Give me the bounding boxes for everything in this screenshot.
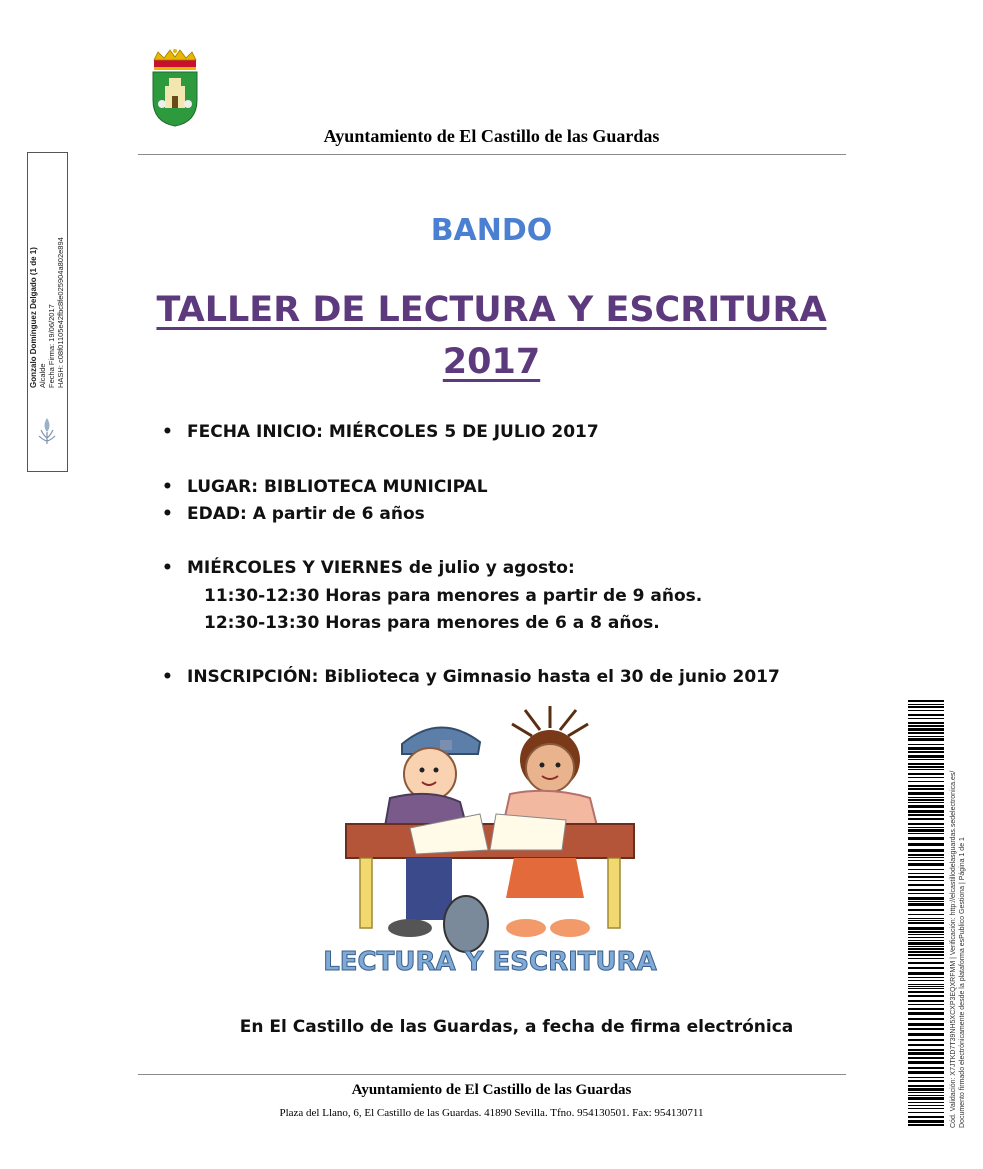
barcode-bar — [908, 954, 944, 956]
barcode-bar — [908, 897, 944, 900]
barcode-bar — [908, 901, 944, 902]
barcode-bar — [908, 1039, 944, 1041]
barcode-bar — [908, 827, 944, 828]
barcode-bar — [908, 1049, 944, 1051]
validation-info — [949, 698, 967, 1128]
list-item-inscripcion: • INSCRIPCIÓN: Biblioteca y Gimnasio hasta el 30 de junio 2017 — [162, 667, 780, 687]
barcode-bar — [908, 995, 944, 997]
barcode-bar — [908, 1080, 944, 1082]
barcode-bar — [908, 1071, 944, 1074]
barcode-bar — [908, 962, 944, 964]
barcode-bar — [908, 988, 944, 989]
list-item-lugar: • LUGAR: BIBLIOTECA MUNICIPAL — [162, 477, 488, 497]
list-item-dias: • MIÉRCOLES Y VIERNES de julio y agosto: — [162, 558, 575, 578]
barcode-bar — [908, 1067, 944, 1069]
signature-hash: HASH: c08f01105e42fbc8fe025904a802e894 — [56, 237, 65, 388]
header-title: Ayuntamiento de El Castillo de las Guardas — [323, 126, 660, 146]
barcode-bar — [908, 759, 944, 760]
barcode-bar — [908, 781, 944, 782]
barcode-bar — [908, 931, 944, 933]
barcode-bar — [908, 829, 944, 832]
barcode-bar — [908, 937, 944, 938]
barcode-bar — [908, 732, 944, 734]
barcode-bar — [908, 1085, 944, 1087]
barcode-bar — [908, 799, 944, 801]
barcode-bar — [908, 818, 944, 820]
barcode-bar — [908, 1008, 944, 1010]
main-title-line-1: TALLER DE LECTURA Y ESCRITURA — [156, 290, 827, 330]
barcode-bar — [908, 704, 944, 705]
barcode-bar — [908, 927, 944, 930]
barcode-bar — [908, 837, 944, 840]
barcode-bar — [908, 876, 944, 878]
barcode-bar — [908, 1116, 944, 1118]
schedule-line-1: 11:30-12:30 Horas para menores a partir de 9 años. — [204, 586, 703, 606]
barcode-bar — [908, 1057, 944, 1059]
barcode-bar — [908, 1102, 944, 1103]
barcode-bar — [908, 903, 944, 906]
barcode-bar — [908, 706, 944, 708]
barcode-bar — [908, 1112, 944, 1113]
list-item-edad: • EDAD: A partir de 6 años — [162, 504, 425, 524]
barcode-bar — [908, 728, 944, 731]
barcode-bar — [908, 1012, 944, 1015]
barcode-bar — [908, 889, 944, 891]
barcode-bar — [908, 814, 944, 816]
barcode-bar — [908, 763, 944, 765]
validation-platform: Documento firmado electrónicamente desde la plataforma esPublico Gestiona | Página 1 de 1 — [959, 837, 966, 1128]
children-reading-illustration — [323, 702, 657, 982]
barcode-bar — [908, 718, 944, 719]
barcode-bar — [908, 972, 944, 975]
barcode-bar — [908, 823, 944, 825]
barcode-bar — [908, 1023, 944, 1026]
barcode-bar — [908, 914, 944, 915]
barcode-bar — [908, 1000, 944, 1002]
barcode-bar — [908, 991, 944, 993]
signature-date: Fecha Firma: 19/06/2017 — [47, 304, 56, 388]
barcode-bar — [908, 1095, 944, 1096]
schedule-line-2: 12:30-13:30 Horas para menores de 6 a 8 años. — [204, 613, 660, 633]
bando-label: BANDO — [430, 213, 553, 248]
barcode-bar — [908, 788, 944, 790]
barcode-bar — [908, 946, 944, 947]
barcode-bar — [908, 738, 944, 741]
barcode-bar — [908, 805, 944, 808]
illustration-caption: LECTURA Y ESCRITURA — [323, 947, 657, 977]
barcode-bar — [908, 986, 944, 987]
barcode-bar — [908, 880, 944, 881]
barcode-bar — [908, 1124, 944, 1126]
barcode-bar — [908, 934, 944, 935]
barcode-bar — [908, 1105, 944, 1106]
barcode-bar — [908, 710, 944, 711]
barcode-bar — [908, 918, 944, 919]
closing-text: En El Castillo de las Guardas, a fecha de firma electrónica — [239, 1017, 794, 1037]
barcode-bar — [908, 873, 944, 874]
barcode-bar — [908, 869, 944, 870]
barcode-bar — [908, 797, 944, 798]
barcode-bar — [908, 922, 944, 924]
barcode-bar — [908, 849, 944, 852]
barcode-bar — [908, 951, 944, 953]
barcode-bar — [908, 958, 944, 959]
barcode-bar — [908, 1018, 944, 1020]
barcode-bar — [908, 884, 944, 886]
barcode-bar — [908, 736, 944, 737]
barcode-bar — [908, 777, 944, 778]
barcode-bar — [908, 984, 944, 985]
barcode-bar — [908, 773, 944, 775]
barcode-bar — [908, 1061, 944, 1064]
signer-role: Alcalde — [38, 363, 47, 388]
barcode-bar — [908, 1092, 944, 1093]
barcode-bar — [908, 893, 944, 894]
barcode-bar — [908, 1108, 944, 1109]
barcode-bar — [908, 980, 944, 981]
barcode-bar — [908, 785, 944, 787]
barcode-bar — [908, 1044, 944, 1046]
barcode-bar — [908, 863, 944, 866]
barcode-bar — [908, 700, 944, 702]
signer-name: Gonzalo Domínguez Delgado (1 de 1) — [29, 247, 38, 388]
barcode-bar — [908, 942, 944, 945]
municipal-crest-icon — [148, 48, 202, 128]
barcode-bar — [908, 802, 944, 803]
barcode-bar — [908, 940, 944, 941]
barcode-bar — [908, 854, 944, 856]
barcode-bar — [908, 1028, 944, 1030]
barcode-bar — [908, 755, 944, 758]
barcode-bar — [908, 1077, 944, 1078]
header-divider — [138, 154, 846, 155]
barcode-bar — [908, 751, 944, 753]
barcode-bar — [908, 948, 944, 950]
validation-barcode — [908, 700, 944, 1126]
barcode-bar — [908, 747, 944, 750]
validation-code: Cód. Validación: X7JTKD7T39NH5XCXP3EQXRFMM | Verificación: http://elcastillodelasguardas.sedelectronica.es/ — [950, 770, 957, 1128]
barcode-bar — [908, 810, 944, 813]
barcode-bar — [908, 722, 944, 724]
barcode-bar — [908, 769, 944, 770]
barcode-bar — [908, 920, 944, 921]
footer-address: Plaza del Llano, 6, El Castillo de las Guardas. 41890 Sevilla. Tfno. 954130501. Fax: 954130711 — [279, 1107, 704, 1119]
barcode-bar — [908, 1052, 944, 1055]
barcode-bar — [908, 1097, 944, 1100]
barcode-bar — [908, 857, 944, 858]
signature-seal-icon — [36, 416, 58, 446]
main-title-line-2: 2017 — [442, 342, 541, 382]
barcode-bar — [908, 967, 944, 969]
barcode-bar — [908, 792, 944, 795]
barcode-bar — [908, 843, 944, 846]
barcode-bar — [908, 860, 944, 861]
barcode-bar — [908, 1033, 944, 1036]
barcode-bar — [908, 833, 944, 834]
barcode-bar — [908, 1004, 944, 1005]
barcode-bar — [908, 744, 944, 745]
footer-title: Ayuntamiento de El Castillo de las Guardas — [351, 1082, 632, 1098]
footer-divider — [138, 1074, 846, 1075]
barcode-bar — [908, 977, 944, 978]
barcode-bar — [908, 1088, 944, 1091]
barcode-bar — [908, 1120, 944, 1123]
barcode-bar — [908, 909, 944, 911]
barcode-bar — [908, 714, 944, 716]
barcode-bar — [908, 725, 944, 727]
list-item-fecha: • FECHA INICIO: MIÉRCOLES 5 DE JULIO 2017 — [162, 422, 599, 442]
barcode-bar — [908, 766, 944, 768]
